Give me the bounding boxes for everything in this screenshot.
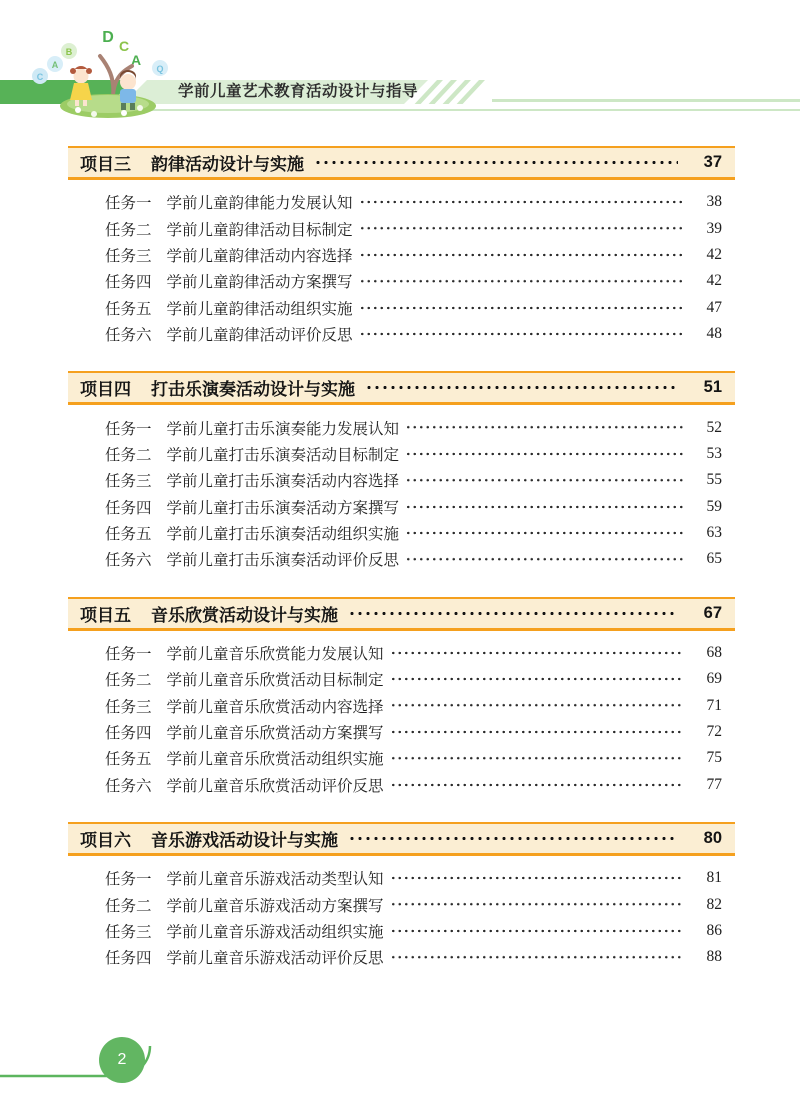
task-page-number: 71 bbox=[706, 696, 722, 714]
toc-section bbox=[68, 146, 735, 347]
svg-text:C: C bbox=[36, 72, 44, 82]
task-title: 学前儿童音乐游戏活动组织实施 bbox=[166, 924, 384, 941]
toc-task-row bbox=[68, 467, 735, 493]
toc-task-row bbox=[68, 640, 735, 666]
dot-leader bbox=[357, 242, 684, 268]
dot-leader bbox=[403, 441, 684, 467]
toc-task-row bbox=[68, 520, 735, 546]
toc-task-row bbox=[68, 865, 735, 891]
task-page-number: 38 bbox=[706, 193, 722, 211]
section-page-number: 80 bbox=[703, 829, 722, 848]
toc-task-row bbox=[68, 918, 735, 944]
toc-section-header bbox=[68, 146, 735, 180]
dot-leader bbox=[388, 865, 684, 891]
task-label: 任务二 bbox=[105, 221, 152, 239]
task-list bbox=[68, 865, 735, 971]
dot-leader bbox=[363, 373, 678, 402]
task-title: 学前儿童打击乐演奏活动评价反思 bbox=[166, 552, 400, 570]
toc-task-row bbox=[68, 242, 735, 268]
dot-leader bbox=[357, 215, 684, 241]
task-title: 学前儿童音乐欣赏能力发展认知 bbox=[166, 645, 384, 663]
task-title: 学前儿童韵律活动评价反思 bbox=[166, 327, 353, 345]
task-page-number: 81 bbox=[706, 869, 722, 887]
svg-text:B: B bbox=[65, 47, 73, 57]
toc bbox=[68, 146, 735, 995]
section-page-number: 67 bbox=[703, 603, 722, 622]
section-label: 项目三 bbox=[80, 155, 131, 174]
dot-leader bbox=[403, 467, 684, 493]
dot-leader bbox=[357, 295, 684, 321]
toc-task-row bbox=[68, 745, 735, 771]
task-page-number: 68 bbox=[706, 643, 722, 661]
task-title: 学前儿童音乐欣赏活动目标制定 bbox=[166, 672, 384, 690]
toc-task-row bbox=[68, 321, 735, 347]
svg-text:C: C bbox=[118, 38, 130, 54]
dot-leader bbox=[403, 520, 684, 546]
task-label: 任务一 bbox=[105, 871, 152, 889]
section-label: 项目四 bbox=[80, 380, 131, 400]
task-label: 任务三 bbox=[105, 698, 152, 716]
dot-leader bbox=[388, 745, 684, 771]
task-page-number: 65 bbox=[706, 550, 722, 568]
toc-task-row bbox=[68, 944, 735, 970]
task-label: 任务二 bbox=[105, 672, 152, 690]
task-label: 任务四 bbox=[105, 725, 152, 743]
task-label: 任务一 bbox=[105, 195, 152, 213]
dot-leader bbox=[357, 268, 684, 294]
toc-task-row bbox=[68, 189, 735, 215]
toc-task-row bbox=[68, 494, 735, 520]
footer-rule bbox=[0, 1010, 300, 1114]
girl-figure bbox=[70, 66, 92, 106]
task-label: 任务五 bbox=[105, 751, 152, 769]
svg-text:A: A bbox=[130, 52, 142, 68]
dot-leader bbox=[346, 599, 678, 628]
task-list bbox=[68, 414, 735, 572]
dot-leader bbox=[312, 148, 678, 177]
task-title: 学前儿童韵律活动组织实施 bbox=[166, 300, 353, 318]
task-label: 任务四 bbox=[105, 274, 152, 292]
task-list bbox=[68, 640, 735, 798]
task-title: 学前儿童音乐欣赏活动内容选择 bbox=[166, 698, 384, 716]
task-page-number: 72 bbox=[706, 723, 722, 741]
toc-task-row bbox=[68, 692, 735, 718]
dot-leader bbox=[403, 494, 684, 520]
task-title: 学前儿童音乐欣赏活动方案撰写 bbox=[166, 725, 384, 743]
task-title: 学前儿童音乐游戏活动方案撰写 bbox=[166, 897, 384, 915]
task-title: 学前儿童打击乐演奏活动方案撰写 bbox=[166, 499, 400, 517]
task-label: 任务四 bbox=[105, 950, 152, 968]
children-illustration bbox=[28, 24, 178, 119]
dot-leader bbox=[388, 719, 684, 745]
task-page-number: 69 bbox=[706, 670, 722, 688]
dot-leader bbox=[403, 546, 684, 572]
task-title: 学前儿童韵律能力发展认知 bbox=[166, 195, 353, 213]
task-page-number: 39 bbox=[706, 219, 722, 237]
task-page-number: 42 bbox=[706, 272, 722, 290]
task-title: 学前儿童音乐欣赏活动评价反思 bbox=[166, 777, 384, 795]
task-label: 任务六 bbox=[105, 327, 152, 345]
task-label: 任务一 bbox=[105, 420, 152, 438]
task-page-number: 48 bbox=[706, 325, 722, 343]
section-label: 项目五 bbox=[80, 605, 131, 625]
task-label: 任务五 bbox=[105, 300, 152, 318]
task-label: 任务五 bbox=[105, 526, 152, 544]
toc-section bbox=[68, 371, 735, 572]
toc-task-row bbox=[68, 546, 735, 572]
toc-task-row bbox=[68, 295, 735, 321]
dot-leader bbox=[388, 640, 684, 666]
task-page-number: 55 bbox=[706, 471, 722, 489]
toc-task-row bbox=[68, 666, 735, 692]
svg-text:D: D bbox=[102, 29, 114, 46]
task-title: 学前儿童音乐游戏活动类型认知 bbox=[166, 871, 384, 889]
svg-text:Q: Q bbox=[156, 64, 164, 74]
section-title: 音乐欣赏活动设计与实施 bbox=[151, 605, 338, 625]
dot-leader bbox=[388, 692, 684, 718]
task-page-number: 88 bbox=[706, 948, 722, 966]
task-label: 任务三 bbox=[105, 473, 152, 491]
task-title: 学前儿童打击乐演奏活动目标制定 bbox=[166, 446, 400, 464]
toc-task-row bbox=[68, 719, 735, 745]
dot-leader bbox=[388, 666, 684, 692]
dot-leader bbox=[403, 414, 684, 440]
task-label: 任务六 bbox=[105, 552, 152, 570]
toc-task-row bbox=[68, 772, 735, 798]
toc-task-row bbox=[68, 414, 735, 440]
book-title: 学前儿童艺术教育活动设计与指导 bbox=[178, 83, 419, 100]
dot-leader bbox=[357, 321, 684, 347]
task-page-number: 63 bbox=[706, 524, 722, 542]
page-header bbox=[0, 0, 800, 146]
dot-leader bbox=[388, 918, 684, 944]
task-title: 学前儿童打击乐演奏能力发展认知 bbox=[166, 420, 400, 438]
task-title: 学前儿童打击乐演奏活动组织实施 bbox=[166, 526, 400, 544]
task-page-number: 86 bbox=[706, 922, 722, 939]
page-footer bbox=[0, 1010, 300, 1114]
toc-section bbox=[68, 822, 735, 971]
task-page-number: 47 bbox=[706, 298, 722, 316]
dot-leader bbox=[388, 944, 684, 970]
toc-section-header bbox=[68, 822, 735, 856]
task-title: 学前儿童韵律活动方案撰写 bbox=[166, 274, 353, 292]
section-title: 打击乐演奏活动设计与实施 bbox=[151, 380, 355, 400]
page-number-badge: 2 bbox=[99, 1037, 145, 1083]
banner-rule-upper bbox=[492, 99, 800, 102]
toc-section-header bbox=[68, 597, 735, 631]
dot-leader bbox=[388, 891, 684, 917]
toc-task-row bbox=[68, 268, 735, 294]
section-title: 韵律活动设计与实施 bbox=[151, 155, 304, 174]
toc-task-row bbox=[68, 891, 735, 917]
task-page-number: 52 bbox=[706, 418, 722, 436]
task-label: 任务六 bbox=[105, 777, 152, 795]
banner-rule-lower bbox=[130, 109, 800, 111]
task-page-number: 77 bbox=[706, 775, 722, 793]
task-title: 学前儿童打击乐演奏活动内容选择 bbox=[166, 473, 400, 491]
task-label: 任务一 bbox=[105, 645, 152, 663]
section-label: 项目六 bbox=[80, 831, 131, 851]
toc-task-row bbox=[68, 441, 735, 467]
section-page-number: 37 bbox=[703, 153, 722, 171]
task-label: 任务三 bbox=[105, 247, 152, 265]
task-page-number: 82 bbox=[706, 895, 722, 913]
task-page-number: 75 bbox=[706, 749, 722, 767]
task-page-number: 53 bbox=[706, 444, 722, 462]
toc-section bbox=[68, 597, 735, 798]
dot-leader bbox=[346, 824, 678, 853]
task-list bbox=[68, 189, 735, 347]
dot-leader bbox=[357, 189, 684, 215]
task-title: 学前儿童音乐游戏活动评价反思 bbox=[166, 950, 384, 968]
section-title: 音乐游戏活动设计与实施 bbox=[151, 831, 338, 851]
task-page-number: 59 bbox=[706, 497, 722, 515]
dot-leader bbox=[388, 772, 684, 798]
task-page-number: 42 bbox=[706, 245, 722, 263]
toc-section-header bbox=[68, 371, 735, 405]
section-page-number: 51 bbox=[703, 378, 722, 397]
task-title: 学前儿童韵律活动内容选择 bbox=[166, 247, 353, 265]
task-title: 学前儿童音乐欣赏活动组织实施 bbox=[166, 751, 384, 769]
task-label: 任务二 bbox=[105, 446, 152, 464]
task-title: 学前儿童韵律活动目标制定 bbox=[166, 221, 353, 239]
task-label: 任务四 bbox=[105, 499, 152, 517]
svg-text:A: A bbox=[51, 60, 59, 70]
task-label: 任务二 bbox=[105, 897, 152, 915]
task-label: 任务三 bbox=[105, 924, 152, 941]
toc-task-row bbox=[68, 215, 735, 241]
